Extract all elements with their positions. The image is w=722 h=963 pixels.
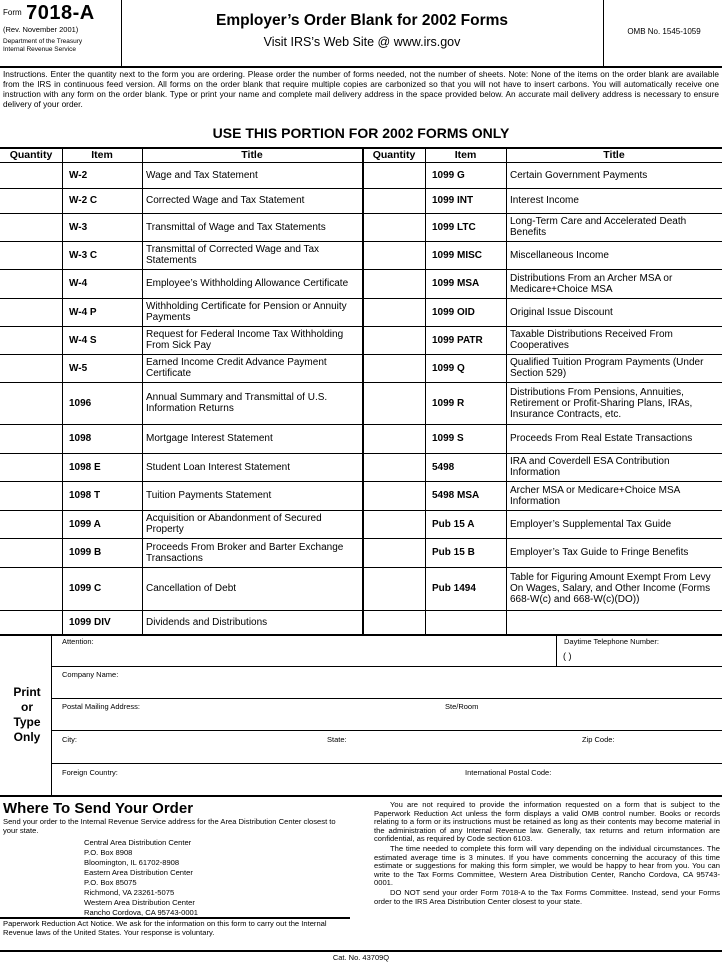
form-title: Employer’s Order Blank for 2002 Forms (215, 12, 509, 29)
form-item-code: 1099 R (432, 397, 465, 409)
quantity-input[interactable] (2, 455, 60, 479)
form-item-title: Employee’s Withholding Allowance Certificate (146, 278, 349, 289)
form-item-title: Cancellation of Debt (146, 583, 237, 594)
form-item-code: 1099 INT (432, 195, 474, 206)
city-state-zip-field[interactable] (60, 745, 720, 763)
form-item-code: 1098 T (69, 490, 101, 501)
city-label: City: (62, 735, 77, 744)
form-item-title: Distributions From an Archer MSA or Medicare+Choice MSA (510, 272, 673, 295)
attention-label: Attention: (62, 637, 94, 646)
quantity-input[interactable] (365, 328, 423, 352)
form-item-title: Interest Income (510, 195, 579, 206)
form-item-title: Archer MSA or Medicare+Choice MSA Information (510, 484, 680, 507)
paperwork-reduction-notice: Paperwork Reduction Act Notice. We ask for the information on this form to carry out the Internal Revenue laws of the United States. Your response is voluntary. (3, 919, 327, 937)
quantity-input[interactable] (365, 271, 423, 296)
form-item-title (506, 610, 722, 634)
form-item-title: Table for Figuring Amount Exempt From Levy On Wages, Salary, and Other Income (Forms 668-W(c) and 668-W(c)(DO)) (510, 572, 711, 605)
address-line: Bloomington, IL 61702-8908 (84, 858, 180, 867)
pra-paragraph: DO NOT send your order Form 7018-A to the Tax Forms Committee. Instead, send your Forms order to the IRS Area Distribution Center closest to your state. (374, 887, 720, 906)
instructions-text: Instructions. Enter the quantity next to the form you are ordering. Please order the number of forms needed, not the number of sheets. Note: None of the items on the order blank are available from the IRS in continuous feed version. All forms on the order blank that require multiple copies are carbonized so that you will not have to insert carbons. You will automatically receive one instruction with any form on the order blank. Type or print your name and complete mail delivery address in the space provided below. An accurate mail delivery address is necessary to ensure delivery of your order. (3, 69, 719, 109)
portion-heading: USE THIS PORTION FOR 2002 FORMS ONLY (212, 125, 510, 141)
form-item-title: Corrected Wage and Tax Statement (146, 195, 305, 206)
col-header-item-left: Item (91, 149, 113, 161)
form-item-code: 1098 E (69, 461, 101, 473)
service-name: Internal Revenue Service (3, 45, 76, 53)
form-item-title: Mortgage Interest Statement (146, 433, 273, 444)
form-item-code: 1099 LTC (432, 221, 476, 233)
form-item-title: Qualified Tuition Program Payments (Under Section 529) (510, 357, 704, 379)
quantity-input[interactable] (2, 569, 60, 608)
catalog-number: Cat. No. 43709Q (332, 953, 390, 962)
address-line: Eastern Area Distribution Center (84, 868, 193, 877)
print-or-type-label: Print or Type Only (13, 685, 41, 744)
quantity-input[interactable] (2, 243, 60, 267)
form-item-code: 5498 MSA (432, 490, 480, 501)
form-item-code: 1099 S (432, 433, 464, 444)
form-item-code: 1099 OID (432, 306, 475, 318)
form-item-title: Proceeds From Real Estate Transactions (510, 433, 693, 444)
company-name-label: Company Name: (62, 670, 119, 679)
form-item-title: Employer’s Tax Guide to Fringe Benefits (510, 547, 689, 558)
mailing-address-label: Postal Mailing Address: (62, 702, 140, 711)
form-item-code: W-4 P (69, 306, 97, 318)
form-item-title: Earned Income Credit Advance Payment Certificate (146, 357, 327, 379)
quantity-input[interactable] (365, 426, 423, 451)
quantity-input[interactable] (365, 300, 423, 324)
form-item-title: Distributions From Pensions, Annuities, Retirement or Profit-Sharing Plans, IRAs, Insurance Contracts, etc. (510, 386, 693, 420)
omb-number: OMB No. 1545-1059 (627, 27, 701, 36)
where-to-send-intro: Send your order to the Internal Revenue Service address for the Area Distribution Center closest to your state. (3, 817, 336, 835)
form-identifier (3, 2, 121, 64)
zip-code-label: Zip Code: (582, 735, 615, 744)
form-item-code: 1098 (69, 433, 92, 444)
foreign-country-field[interactable] (60, 778, 720, 794)
pra-paragraph: The time needed to complete this form will vary depending on the individual circumstances. The estimated average time is 3 minutes. If you have comments concerning the accuracy of this time estimate or suggestions for making this form simpler, we would be happy to hear from you. You can write to the Tax Forms Committee, Western Area Distribution Center, Rancho Cordova, CA 95743-0001. (374, 843, 720, 888)
form-item-code: 5498 (432, 461, 455, 473)
form-item-title: Student Loan Interest Statement (146, 461, 290, 473)
form-item-code: 1099 B (69, 547, 102, 558)
form-item-title: Tuition Payments Statement (146, 490, 272, 501)
form-item-code: 1099 A (69, 518, 101, 530)
form-item-code: 1099 PATR (432, 334, 483, 346)
form-item-title: Taxable Distributions Received From Cooperatives (510, 329, 673, 351)
form-item-code: Pub 15 A (432, 518, 475, 530)
pra-paragraph: You are not required to provide the information requested on a form that is subject to the Paperwork Reduction Act unless the form displays a valid OMB control number. Books or records relating to a form or its instructions must be retained as long as their contents may become material in the administration of any Internal Revenue law. Generally, tax returns and return information are confidential, as required by Code section 6103. (374, 800, 720, 844)
quantity-input[interactable] (2, 164, 60, 186)
form-item-title: Acquisition or Abandonment of Secured Property (146, 513, 322, 535)
quantity-input[interactable] (365, 164, 423, 186)
form-item-title: Dividends and Distributions (146, 616, 268, 628)
form-item-code: W-2 (69, 169, 88, 181)
paperwork-reduction-details (374, 801, 720, 907)
quantity-input[interactable] (2, 215, 60, 239)
quantity-input (365, 612, 423, 632)
quantity-input[interactable] (2, 612, 60, 632)
quantity-input[interactable] (2, 540, 60, 565)
form-item-code: W-4 (69, 278, 88, 289)
form-revision: (Rev. November 2001) (3, 25, 79, 34)
form-item-code: W-3 (69, 221, 88, 233)
form-item-title: Long-Term Care and Accelerated Death Benefits (510, 216, 687, 238)
phone-label: Daytime Telephone Number: (564, 637, 659, 646)
quantity-input[interactable] (365, 455, 423, 479)
quantity-input[interactable] (2, 384, 60, 422)
address-line: Western Area Distribution Center (84, 898, 195, 907)
form-item-title: Employer’s Supplemental Tax Guide (510, 518, 672, 530)
where-to-send-heading: Where To Send Your Order (3, 800, 194, 817)
form-item-code: 1099 DIV (69, 616, 111, 628)
quantity-input[interactable] (365, 190, 423, 211)
form-item-title: Transmittal of Corrected Wage and Tax Statements (146, 244, 320, 266)
form-item-code (425, 610, 506, 634)
quantity-input[interactable] (365, 569, 423, 608)
form-item-title: Withholding Certificate for Pension or Annuity Payments (146, 301, 347, 323)
quantity-input[interactable] (2, 190, 60, 211)
form-item-title: Proceeds From Broker and Barter Exchange Transactions (146, 541, 344, 564)
quantity-input[interactable] (365, 512, 423, 536)
quantity-input[interactable] (365, 384, 423, 422)
form-item-code: 1099 C (69, 583, 102, 594)
form-subtitle: Visit IRS’s Web Site @ www.irs.gov (263, 35, 461, 49)
form-item-code: 1099 MISC (432, 249, 483, 261)
attention-field[interactable] (60, 646, 554, 666)
form-item-code: Pub 1494 (432, 583, 476, 594)
address-line: P.O. Box 8908 (84, 848, 133, 857)
form-item-code: 1099 Q (432, 362, 465, 374)
form-item-title: Certain Government Payments (510, 169, 648, 181)
form-item-code: 1099 G (432, 169, 465, 181)
quantity-input[interactable] (2, 483, 60, 508)
address-line: Central Area Distribution Center (84, 838, 192, 847)
form-item-title: Transmittal of Wage and Tax Statements (146, 221, 326, 233)
form-item-title: Annual Summary and Transmittal of U.S. Information Returns (146, 392, 328, 414)
address-line: P.O. Box 85075 (84, 878, 137, 887)
phone-field[interactable]: ( ) (563, 651, 572, 661)
col-header-quantity-right: Quantity (372, 149, 416, 161)
address-line: Richmond, VA 23261-5075 (84, 888, 175, 897)
form-word: Form (3, 8, 22, 17)
col-header-title-right: Title (603, 149, 625, 161)
suite-room-label: Ste/Room (445, 702, 479, 711)
state-label: State: (327, 735, 347, 744)
form-number: 7018-A (26, 2, 95, 24)
quantity-input[interactable] (2, 356, 60, 380)
quantity-input[interactable] (365, 483, 423, 508)
quantity-input[interactable] (2, 512, 60, 536)
form-item-title: Request for Federal Income Tax Withholding From Sick Pay (146, 329, 344, 351)
international-postal-code-label: International Postal Code: (465, 768, 552, 777)
address-line: Rancho Cordova, CA 95743-0001 (84, 908, 198, 917)
form-item-code: 1096 (69, 397, 92, 409)
col-header-title-left: Title (241, 149, 263, 161)
distribution-center-addresses (84, 838, 198, 918)
quantity-input[interactable] (2, 426, 60, 451)
form-item-code: W-2 C (69, 195, 98, 206)
form-item-code: W-4 S (69, 334, 97, 346)
col-header-quantity-left: Quantity (9, 149, 53, 161)
form-item-code: W-5 (69, 362, 88, 374)
quantity-input[interactable] (365, 215, 423, 239)
department-name: Department of the Treasury (3, 38, 83, 45)
mailing-address-field[interactable] (60, 712, 720, 730)
quantity-input[interactable] (2, 328, 60, 352)
form-item-title: Original Issue Discount (510, 306, 613, 318)
company-name-field[interactable] (60, 680, 720, 698)
form-item-title: IRA and Coverdell ESA Contribution Information (510, 456, 670, 478)
form-item-title: Miscellaneous Income (510, 249, 609, 261)
form-item-code: Pub 15 B (432, 547, 475, 558)
quantity-input[interactable] (365, 243, 423, 267)
form-item-code: W-3 C (69, 249, 98, 261)
quantity-input[interactable] (365, 356, 423, 380)
form-item-title: Wage and Tax Statement (146, 169, 258, 181)
form-item-code: 1099 MSA (432, 278, 480, 289)
foreign-country-label: Foreign Country: (62, 768, 118, 777)
quantity-input[interactable] (365, 540, 423, 565)
quantity-input[interactable] (2, 271, 60, 296)
quantity-input[interactable] (2, 300, 60, 324)
col-header-item-right: Item (454, 149, 477, 161)
